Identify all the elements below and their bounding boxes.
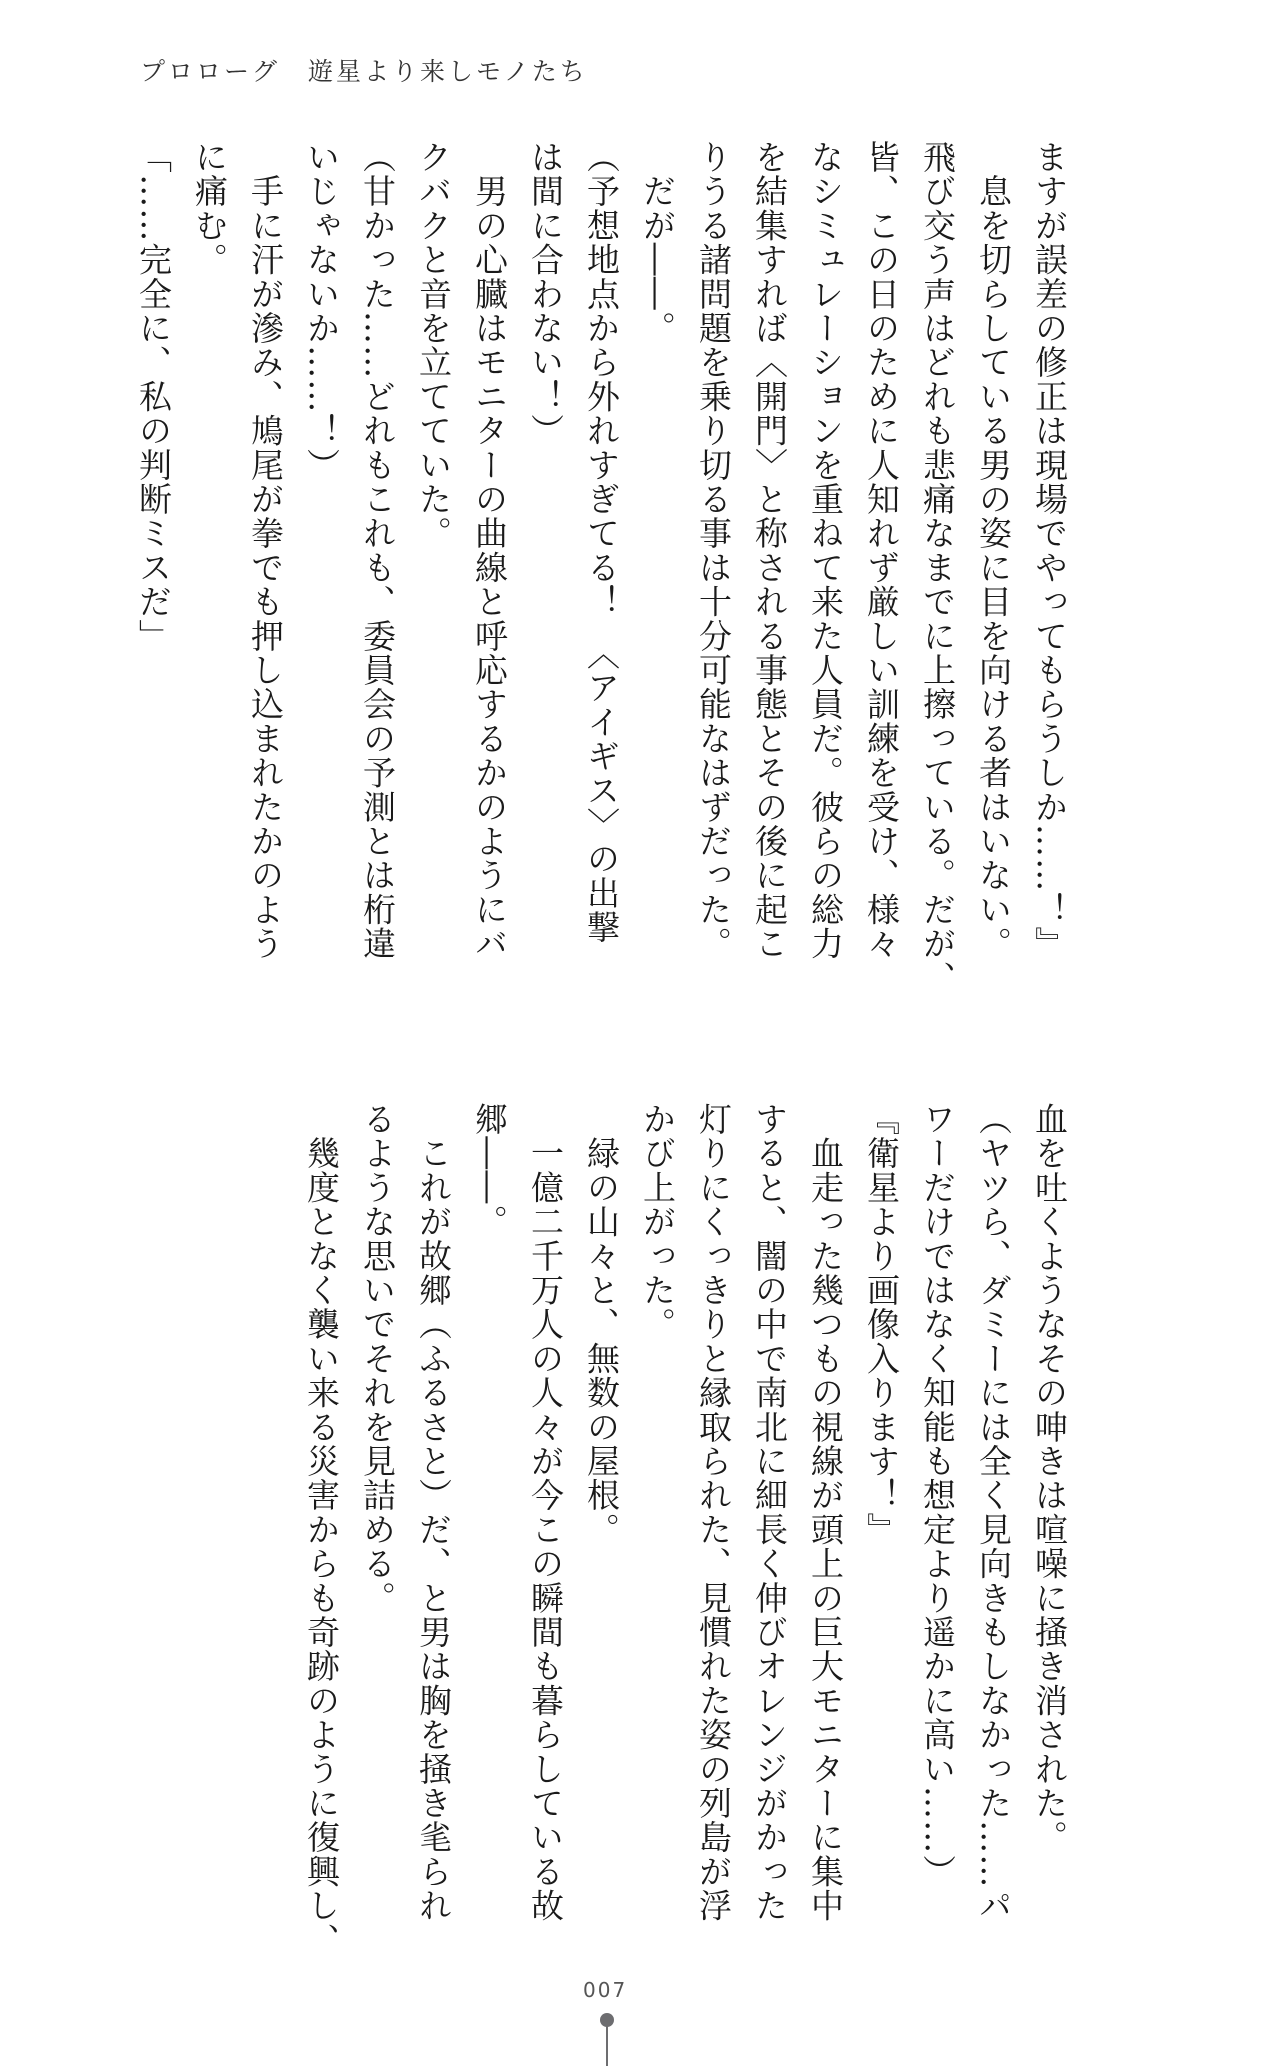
text-column: 飛び交う声はどれも悲痛なまでに上擦っている。だが、: [918, 140, 957, 995]
text-column: なシミュレーションを重ねて来た人員だ。彼らの総力: [806, 140, 845, 961]
text-column: ますが誤差の修正は現場でやってもらうしか……！』: [1030, 140, 1069, 961]
text-column: は間に合わない！）: [526, 140, 565, 448]
text-column: 手に汗が滲み、鳩尾が拳でも押し込まれたかのよう: [246, 140, 285, 961]
text-column: るような思いでそれを見詰める。: [358, 1102, 397, 1615]
text-column: （甘かった……どれもこれも、委員会の予測とは桁違: [358, 140, 397, 961]
text-column: いじゃないか……！）: [302, 140, 341, 482]
text-column: 緑の山々と、無数の屋根。: [582, 1102, 621, 1547]
running-header: プロローグ 遊星より来しモノたち: [140, 57, 588, 86]
page-marker-line: [606, 2022, 608, 2066]
text-column: 「……完全に、私の判断ミスだ」: [134, 140, 173, 653]
text-column: 皆、この日のために人知れず厳しい訓練を受け、様々: [862, 140, 901, 961]
text-column: かび上がった。: [638, 1102, 677, 1342]
text-column: （ヤツら、ダミーには全く見向きもしなかった……パ: [974, 1102, 1013, 1923]
text-column: 息を切らしている男の姿に目を向ける者はいない。: [974, 140, 1013, 961]
text-column: 血を吐くようなその呻きは喧噪に掻き消された。: [1030, 1102, 1069, 1855]
text-column: 灯りにくっきりと縁取られた、見慣れた姿の列島が浮: [694, 1102, 733, 1923]
text-block-bottom: [293, 1102, 1077, 1962]
text-column: （予想地点から外れすぎてる！ 〈アイギス〉の出撃: [582, 140, 621, 945]
text-column: だが――。: [638, 140, 677, 346]
text-column: 幾度となく襲い来る災害からも奇跡のように復興し、: [302, 1102, 341, 1957]
text-block-top: [125, 140, 1077, 1000]
text-column: すると、闇の中で南北に細長く伸びオレンジがかった: [750, 1102, 789, 1923]
text-column: に痛む。: [190, 140, 229, 277]
text-column: を結集すれば〈開門〉と称される事態とその後に起こ: [750, 140, 789, 961]
page-number: 007: [583, 1978, 628, 2002]
text-column: 血走った幾つもの視線が頭上の巨大モニターに集中: [806, 1102, 845, 1923]
text-column: 男の心臓はモニターの曲線と呼応するかのようにバ: [470, 140, 509, 961]
text-column: これが故郷（ふるさと）だ、と男は胸を掻き毟られ: [414, 1102, 453, 1923]
text-column: りうる諸問題を乗り切る事は十分可能なはずだった。: [694, 140, 733, 961]
text-column: クバクと音を立てていた。: [414, 140, 453, 551]
text-column: 『衛星より画像入ります！』: [862, 1102, 901, 1547]
text-column: 郷――。: [470, 1102, 509, 1239]
text-column: 一億二千万人の人々が今この瞬間も暮らしている故: [526, 1102, 565, 1923]
text-column: ワーだけではなく知能も想定より遥かに高い……）: [918, 1102, 957, 1889]
